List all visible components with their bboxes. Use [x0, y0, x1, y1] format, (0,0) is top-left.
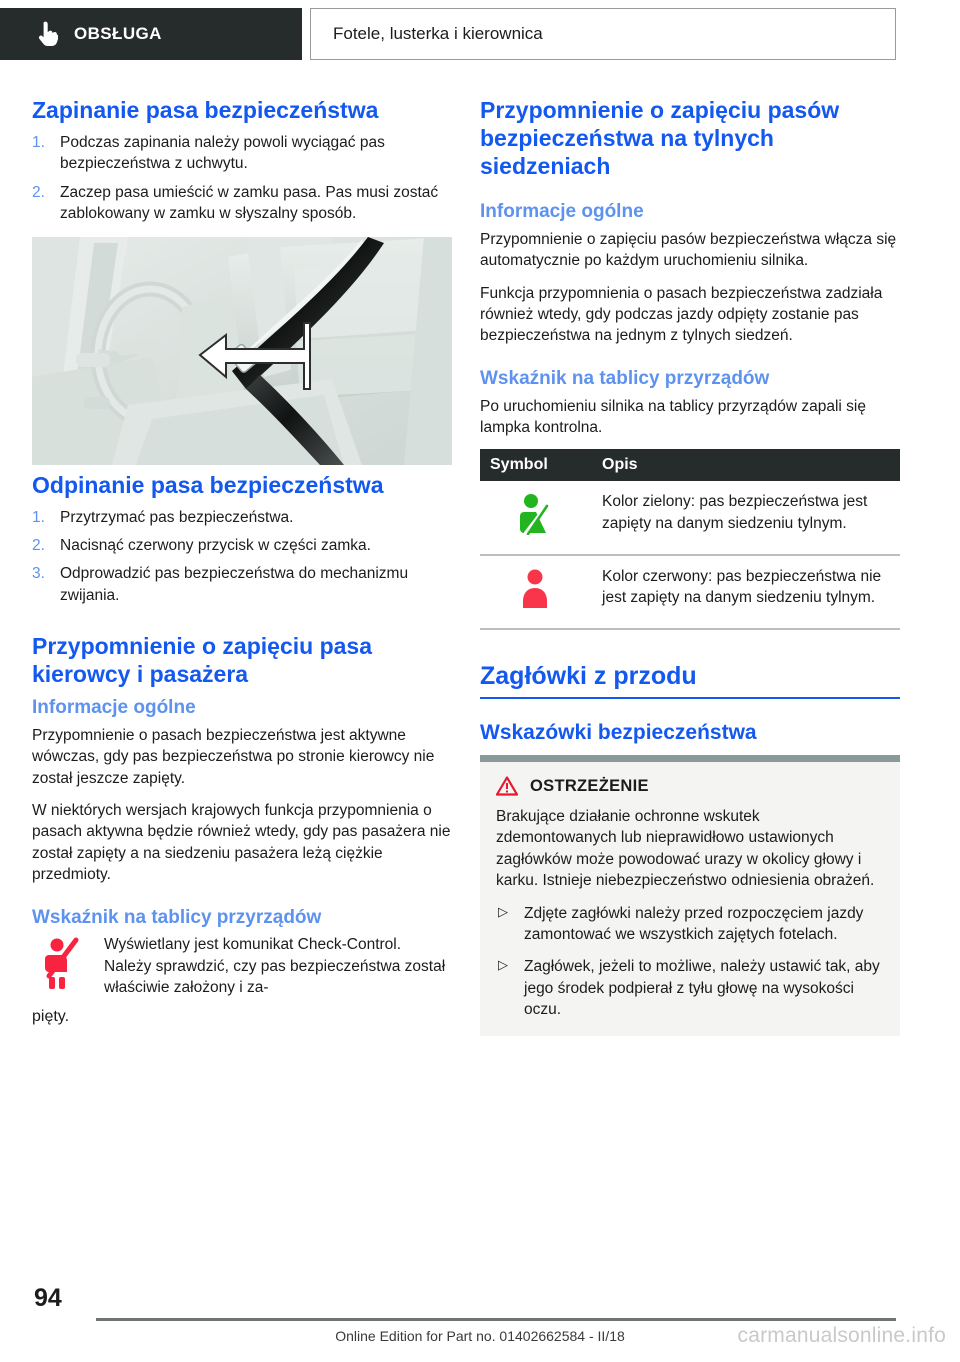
footer-edition-text: Online Edition for Part no. 01402662584 - II/18	[335, 1328, 625, 1344]
table-cell-symbol	[480, 481, 592, 554]
car-interior-figure	[32, 237, 452, 465]
seatbelt-warning-icon	[38, 936, 84, 992]
warning-triangle-icon	[496, 776, 518, 796]
chapter-label: OBSŁUGA	[74, 24, 162, 43]
table-header-symbol: Symbol	[480, 449, 592, 481]
paragraph-general-1-right: Przypomnienie o zapięciu pasów bezpieczeństwa włącza się automatycznie po każdym uruchomieniu silnika.	[480, 230, 897, 270]
paragraph-general-1-left: Przypomnienie o pasach bezpieczeństwa jest aktywne wówczas, gdy pas bezpieczeństwa po stronie kierowcy nie został jeszcze zapięty.	[32, 726, 435, 787]
list-item: Podczas zapinania należy powoli wyciągać pas bezpieczeństwa z uchwytu.	[60, 134, 385, 173]
subheading-indicator-right: Wskaźnik na tablicy przyrządów	[480, 367, 770, 389]
list-item: Nacisnąć czerwony przycisk w części zamka.	[60, 536, 371, 554]
indicator-note	[32, 934, 452, 998]
paragraph-indicator-right: Po uruchomieniu silnika na tablicy przyrządów zapali się lampka kontrolna.	[480, 397, 866, 436]
warning-body: Brakujące działanie ochronne wskutek zdemontowanych lub nieprawidłowo ustawionych zagłówków może powodować urazy w okolicy głowy i karku. Istnieje niebezpieczeństwo odniesienia obrażeń.	[496, 808, 875, 890]
table-row	[480, 555, 900, 629]
right-column	[480, 96, 900, 1036]
paragraph-general-2-right: Funkcja przypomnienia o pasach bezpieczeństwa zadziała również wtedy, gdy podczas jazdy odpięty zostanie pas bezpieczeństwa na jednym z tylnych siedzeń.	[480, 284, 883, 345]
left-column	[32, 96, 452, 1026]
indicator-note-text: Wyświetlany jest komunikat Check-Control. Należy sprawdzić, czy pas bezpieczeństwa został właściwie założony i za-	[104, 936, 446, 997]
indicator-note-tail: pięty.	[32, 1008, 70, 1026]
section-title: Fotele, lusterka i kierownica	[333, 24, 543, 43]
list-item: Odprowadzić pas bezpieczeństwa do mechanizmu zwijania.	[60, 565, 409, 604]
footer-divider	[96, 1318, 896, 1321]
chapter-tab[interactable]	[0, 8, 302, 60]
table-row	[480, 481, 900, 554]
footer-watermark: carmanualsonline.info	[737, 1324, 946, 1347]
page-header	[0, 8, 960, 60]
subheading-general-info-right: Informacje ogólne	[480, 201, 644, 223]
seat-belt-illustration	[32, 237, 452, 465]
list-item: Przytrzymać pas bezpieczeństwa.	[60, 508, 294, 526]
unfasten-steps-list	[32, 507, 452, 607]
warning-box	[480, 755, 900, 1036]
symbol-table	[480, 449, 900, 630]
list-item: Zaczep pasa umieścić w zamku pasa. Pas musi zostać zablokowany w zamku w słyszalny sposób.	[60, 183, 439, 223]
heading-front-headrests: Zagłówki z przodu	[480, 662, 900, 699]
list-item: ▷ Zagłówek, jeżeli to możliwe, należy ustawić tak, aby jego środek podpierał z tyłu głowę na wysokości oczu.	[496, 956, 884, 1020]
section-tab[interactable]	[310, 8, 896, 60]
fasten-steps-list	[32, 132, 452, 225]
warning-title-row	[496, 776, 884, 796]
heading-unfasten-belt: Odpinanie pasa bezpieczeństwa	[32, 471, 384, 498]
subheading-general-info-left: Informacje ogólne	[32, 697, 196, 719]
heading-rear-belt-reminder: Przypomnienie o zapięciu pasów bezpieczeństwa na tylnych siedzeniach	[480, 97, 840, 180]
table-cell-description: Kolor czerwony: pas bezpieczeństwa nie jest zapięty na danym siedzeniu tylnym.	[592, 555, 900, 629]
green-belted-person-icon	[519, 493, 553, 535]
red-unbelted-person-icon	[519, 568, 553, 610]
heading-driver-passenger-reminder: Przypomnienie o zapięciu pasa kierowcy i pasażera	[32, 633, 372, 688]
subheading-indicator-left: Wskaźnik na tablicy przyrządów	[32, 906, 322, 928]
table-cell-description: Kolor zielony: pas bezpieczeństwa jest zapięty na danym siedzeniu tylnym.	[592, 481, 900, 554]
pointing-hand-icon	[36, 21, 58, 47]
warning-bullet-list	[496, 903, 884, 1021]
page-number: 94	[34, 1284, 62, 1312]
subheading-safety-notes: Wskazówki bezpieczeństwa	[480, 721, 757, 745]
page-footer	[0, 1266, 960, 1362]
table-header-row	[480, 449, 900, 481]
table-cell-symbol	[480, 555, 592, 629]
table-header-description: Opis	[592, 449, 900, 481]
paragraph-general-2-left: W niektórych wersjach krajowych funkcja przypomnienia o pasach aktywna będzie również wtedy, gdy pas pasażera nie został zapięty a na siedzeniu pasażera leżą ciężkie przedmioty.	[32, 802, 451, 884]
warning-title: OSTRZEŻENIE	[530, 776, 649, 795]
heading-fasten-belt: Zapinanie pasa bezpieczeństwa	[32, 97, 379, 123]
list-item: ▷ Zdjęte zagłówki należy przed rozpoczęciem jazdy zamontować we wszystkich zajętych fotelach.	[496, 903, 884, 946]
